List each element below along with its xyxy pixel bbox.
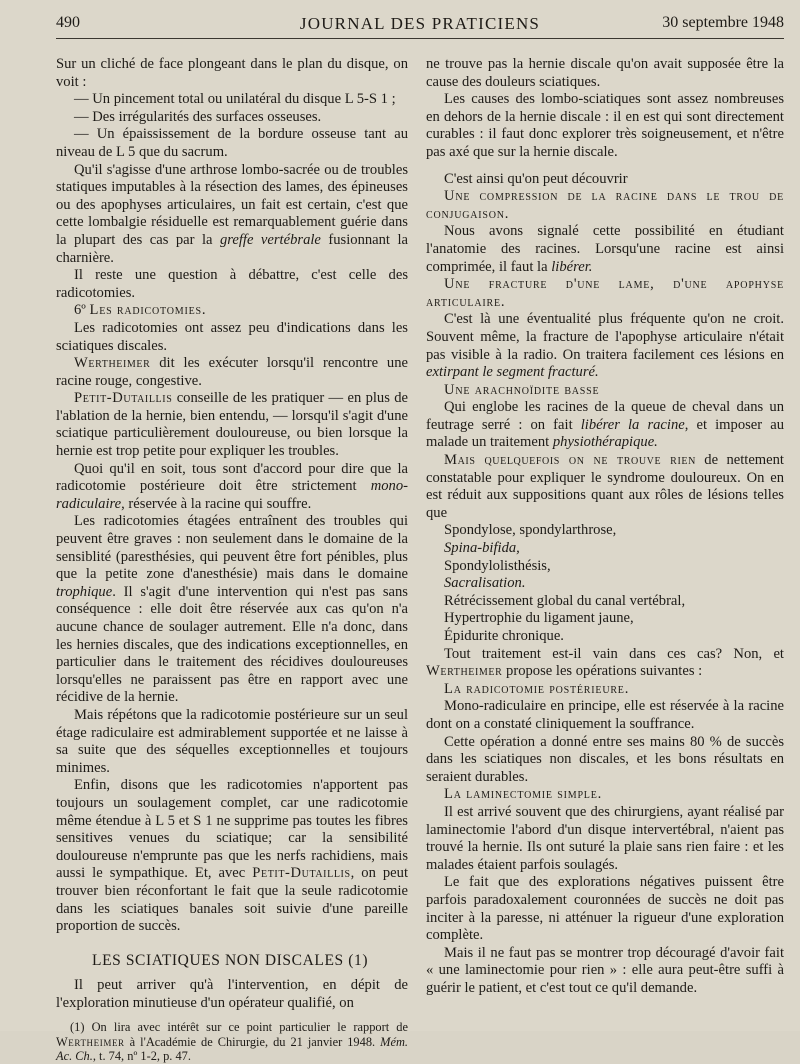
- paragraph: Mono-radiculaire en principe, elle est réservée à la racine dont on a constaté cliniquement la souffrance.: [426, 698, 784, 732]
- list-item: Rétrécissement global du canal vertébral,: [444, 592, 686, 609]
- paragraph: ne trouve pas la hernie discale qu'on avait supposée être la cause des douleurs sciatiques.: [426, 56, 784, 90]
- list-item: Spina-bifida,: [444, 540, 520, 557]
- paragraph: Wertheimer dit les exécuter lorsqu'il rencontre une racine rouge, congestive.: [56, 355, 408, 389]
- right-column: [426, 56, 784, 997]
- issue-date: 30 septembre 1948: [662, 14, 784, 31]
- chapter-heading: LES SCIATIQUES NON DISCALES (1): [92, 951, 369, 969]
- author-name: Wertheimer: [74, 355, 151, 372]
- paragraph: Quoi qu'il en soit, tous sont d'accord pour dire que la radicotomie postérieure doit être strictement mono-radiculaire, réservée à la racine qui souffre.: [56, 460, 408, 512]
- list-item: Spondylose, spondylarthrose,: [444, 522, 617, 539]
- list-item: — Un pincement total ou unilatéral du disque L 5-S 1 ;: [74, 91, 396, 108]
- paragraph: Il peut arriver qu'à l'intervention, en dépit de l'exploration minutieuse d'un opérateur qualifié, on: [56, 977, 408, 1011]
- list-item: — Un épaississement de la bordure osseuse tant au niveau de L 5 que du sacrum.: [56, 126, 408, 160]
- paragraph: Tout traitement est-il vain dans ces cas? Non, et Wertheimer propose les opérations suivantes :: [426, 645, 784, 680]
- paragraph: Mais quelquefois on ne trouve rien de nettement constatable pour expliquer le syndrome douloureux. On en est réduit aux suppositions quant aux rôles de lésions telles que: [426, 452, 784, 521]
- section-heading: 6º Les radicotomies.: [74, 302, 207, 319]
- paragraph: Nous avons signalé cette possibilité en étudiant l'anatomie des racines. Lorsqu'une racine est ainsi comprimée, il faut la libérer.: [426, 223, 784, 275]
- lesion-list: [426, 522, 784, 645]
- left-column: [56, 56, 408, 1064]
- page-number: 490: [56, 14, 80, 31]
- author-name: Wertheimer: [426, 663, 503, 680]
- paragraph: Les radicotomies étagées entraînent des troubles qui peuvent être graves : non seulement dans le domaine de la sensiblité (paresthésies, qui peuvent être fort pénibles, plus que la petite zone d'anesthésie) mais dans le domaine trophique. Il s'agit d'une intervention qui n'est pas sans conséquence : elle doit être réservée aux cas qu'on n'a aucune chance de soulager autrement. Elle n'a donc, dans les hernies discales, que des indications exceptionnelles, en particulier dans le traitement des récidives douloureuses lorsqu'elles ne paraissent pas être en rapport avec une récidive de la hernie.: [56, 513, 408, 706]
- paragraph: Il reste une question à débattre, c'est celle des radicotomies.: [56, 267, 408, 301]
- paragraph: Qu'il s'agisse d'une arthrose lombo-sacrée ou de troubles statiques imputables à la résection des lames, des épineuses ou des apophyses articulaires, un fait est certain, c'est que cette lombalgie résiduelle est remarquablement guérie dans la plupart des cas par la greffe vertébrale fusionnant la charnière.: [56, 161, 408, 266]
- page-header: [56, 10, 784, 39]
- section-heading: La radicotomie postérieure.: [444, 680, 630, 697]
- section-heading: Une fracture d'une lame, d'une apophyse articulaire.: [426, 276, 784, 310]
- list-item: Hypertrophie du ligament jaune,: [444, 610, 634, 627]
- author-name: Petit-Dutaillis: [74, 390, 173, 407]
- author-name: Petit-Dutaillis: [252, 865, 351, 882]
- paragraph: C'est là une éventualité plus fréquente qu'on ne croit. Souvent même, la fracture de l'apophyse articulaire n'était pas visible à la radio. On traitera facilement ces lésions en extirpant le segment fracturé.: [426, 311, 784, 381]
- paragraph: Mais il ne faut pas se montrer trop découragé d'avoir fait « une laminectomie pour rien » : elle aura peut-être suffi à guérir le patient, et c'est tout ce qu'il demande.: [426, 944, 784, 996]
- section-heading: Une arachnoïdite basse: [444, 381, 600, 398]
- list-item: Spondylolisthésis,: [444, 557, 551, 574]
- paragraph: Il est arrivé souvent que des chirurgiens, ayant réalisé par laminectomie l'abord d'un disque intervertébral, n'aient pas trouvé la hernie. Ils ont suturé la plaie sans rien faire : et les malades étaient parfois soulagés.: [426, 803, 784, 873]
- list-item: Épidurite chronique.: [444, 628, 564, 644]
- paragraph: Les causes des lombo-sciatiques sont assez nombreuses en dehors de la hernie discale : il en est qui sont directement curables : il faut donc explorer très soigneusement, et n'être pas axé que sur la hernie discale.: [426, 91, 784, 160]
- section-heading: La laminectomie simple.: [444, 786, 603, 803]
- footnote: (1) On lira avec intérêt sur ce point particulier le rapport de Wertheimer à l'Académie de Chirurgie, du 21 janvier 1948. Mém. Ac. Ch., t. 74, nº 1-2, p. 47.: [56, 1020, 408, 1064]
- paragraph: Mais répétons que la radicotomie postérieure sur un seul étage radiculaire est admirablement supportée et ne laisse à sa suite que des séquelles exceptionnelles et toujours minimes.: [56, 706, 408, 776]
- paragraph: Le fait que des explorations négatives puissent être parfois paradoxalement couronnées de succès ne doit pas inciter à la paresse, ni atténuer la rigueur d'une exploration complète.: [426, 874, 784, 944]
- list-item: Sacralisation.: [444, 575, 526, 592]
- paragraph: Petit-Dutaillis conseille de les pratiquer — en plus de l'ablation de la hernie, bien entendu, — lorsqu'il s'agit d'une sciatique particulièrement douloureuse, ou bien lorsque la hernie est trop petite pour expliquer les troubles.: [56, 390, 408, 460]
- paragraph: Cette opération a donné entre ses mains 80 % de succès dans les sciatiques non discales, et les bons résultats en seraient durables.: [426, 733, 784, 785]
- list-item: — Des irrégularités des surfaces osseuses.: [74, 108, 322, 125]
- paragraph: Enfin, disons que les radicotomies n'apportent pas toujours un soulagement complet, car une radicotomie même étendue à L 5 et S 1 ne supprime pas toutes les fibres sensitives venues du sciatique; car la sensibilité douloureuse n'emprunte pas que les nerfs rachidiens, mais aussi le sympathique. Et, avec Petit-Dutaillis, on peut trouver bien réconfortant le fait que la seule radicotomie dans les sciatiques banales soit suivie d'une pareille proportion de succès.: [56, 777, 408, 935]
- paragraph: Sur un cliché de face plongeant dans le plan du disque, on voit :: [56, 56, 408, 90]
- paragraph: C'est ainsi qu'on peut découvrir: [444, 170, 628, 187]
- paragraph: Qui englobe les racines de la queue de cheval dans un feutrage serré : on fait libérer la racine, et imposer au malade un traitement physiothérapique.: [426, 399, 785, 451]
- journal-title: JOURNAL DES PRATICIENS: [299, 14, 541, 33]
- section-heading: Une compression de la racine dans le trou de conjugaison.: [426, 188, 784, 222]
- paragraph: Les radicotomies ont assez peu d'indications dans les sciatiques discales.: [56, 319, 408, 354]
